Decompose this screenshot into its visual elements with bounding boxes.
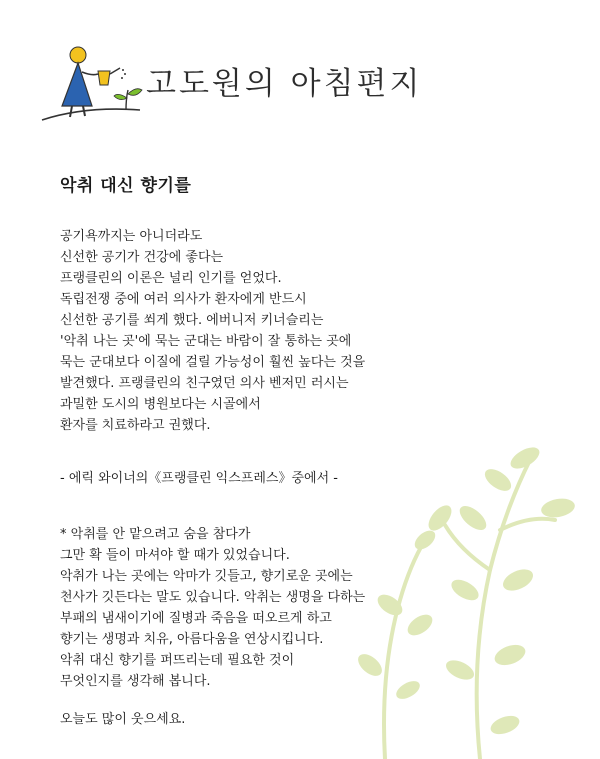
person-watering-sprout-icon	[40, 40, 150, 130]
body-line: 묵는 군대보다 이질에 걸릴 가능성이 훨씬 높다는 것을	[60, 355, 366, 370]
note-line: 천사가 깃든다는 말도 있습니다. 악취는 생명을 다하는	[60, 590, 366, 605]
body-line: 공기욕까지는 아니더라도	[60, 229, 203, 244]
closing-line: 오늘도 많이 웃으세요.	[60, 712, 186, 727]
note-line: 악취가 나는 곳에는 악마가 깃들고, 향기로운 곳에는	[60, 569, 353, 584]
brand-title: 고도원의 아침편지	[146, 66, 423, 102]
letter-title: 악취 대신 향기를	[60, 176, 192, 196]
letter-body	[60, 226, 420, 436]
note-line: 무엇인지를 생각해 봅니다.	[60, 674, 211, 689]
note-line: 악취 대신 향기를 퍼뜨리는데 필요한 것이	[60, 653, 295, 668]
note-line: 부패의 냄새이기에 질병과 죽음을 떠오르게 하고	[60, 611, 332, 626]
body-line: 독립전쟁 중에 여러 의사가 환자에게 반드시	[60, 292, 307, 307]
source-citation: - 에릭 와이너의《프랭클린 익스프레스》중에서 -	[60, 471, 338, 486]
body-line: 발견했다. 프랭클린의 친구였던 의사 벤저민 러시는	[60, 376, 349, 391]
note-line: 향기는 생명과 치유, 아름다움을 연상시킵니다.	[60, 632, 324, 647]
header	[40, 40, 423, 130]
body-line: 신선한 공기를 쐬게 했다. 에버니저 키너슬리는	[60, 313, 324, 328]
body-line: 환자를 치료하라고 권했다.	[60, 418, 211, 433]
body-line: 과밀한 도시의 병원보다는 시골에서	[60, 397, 261, 412]
note-line: * 악취를 안 맡으려고 숨을 참다가	[60, 527, 251, 542]
body-line: '악취 나는 곳'에 묵는 군대는 바람이 잘 통하는 곳에	[60, 334, 352, 349]
body-line: 프랭클린의 이론은 널리 인기를 얻었다.	[60, 271, 282, 286]
editor-note	[60, 524, 420, 692]
note-line: 그만 확 들이 마셔야 할 때가 있었습니다.	[60, 548, 290, 563]
body-line: 신선한 공기가 건강에 좋다는	[60, 250, 224, 265]
